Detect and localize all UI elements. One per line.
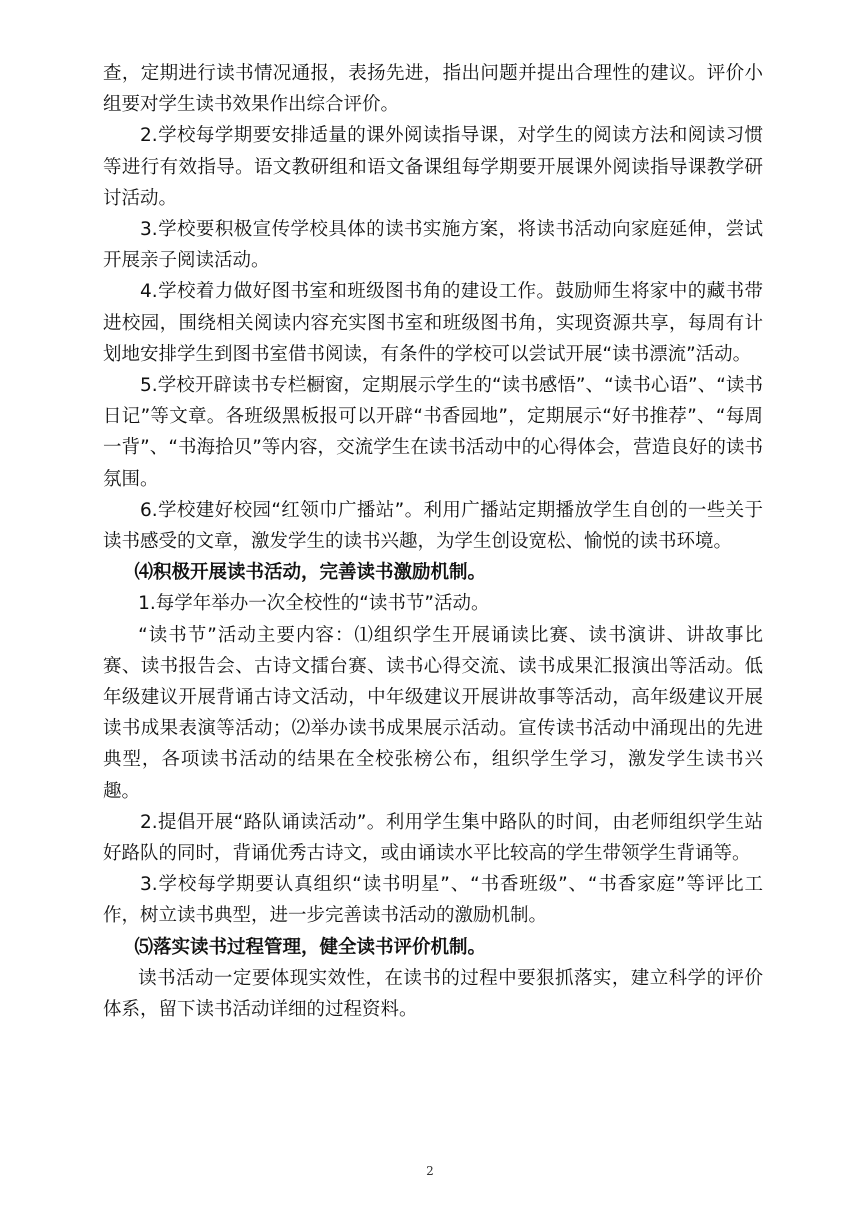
- paragraph: 读书活动一定要体现实效性，在读书的过程中要狠抓落实，建立科学的评价体系，留下读书活动详细的过程资料。: [103, 967, 763, 1021]
- paragraph: “读书节”活动主要内容：⑴组织学生开展诵读比赛、读书演讲、讲故事比赛、读书报告会、古诗文擂台赛、读书心得交流、读书成果汇报演出等活动。低年级建议开展背诵古诗文活动，中年级建议开展讲故事等活动，高年级建议开展读书成果表演等活动；⑵举办读书成果展示活动。宣传读书活动中涌现出的先进典型，各项读书活动的结果在全校张榜公布，组织学生学习，激发学生读书兴趣。: [103, 624, 763, 802]
- paragraph: 3.学校要积极宣传学校具体的读书实施方案，将读书活动向家庭延伸，尝试开展亲子阅读活动。: [103, 219, 763, 272]
- section-heading: ⑸落实读书过程管理，健全读书评价机制。: [134, 936, 486, 958]
- document-body: [103, 58, 763, 1025]
- paragraph: 2.提倡开展“路队诵读活动”。利用学生集中路队的时间，由老师组织学生站好路队的同时，背诵优秀古诗文，或由诵读水平比较高的学生带领学生背诵等。: [103, 811, 763, 865]
- paragraph: 2.学校每学期要安排适量的课外阅读指导课，对学生的阅读方法和阅读习惯等进行有效指导。语文教研组和语文备课组每学期要开展课外阅读指导课教学研讨活动。: [103, 125, 763, 209]
- paragraph: 查，定期进行读书情况通报，表扬先进，指出问题并提出合理性的建议。评价小组要对学生读书效果作出综合评价。: [103, 63, 763, 116]
- paragraph: 6.学校建好校园“红领巾广播站”。利用广播站定期播放学生自创的一些关于读书感受的文章，激发学生的读书兴趣，为学生创设宽松、愉悦的读书环境。: [103, 499, 763, 553]
- paragraph: 1.每学年举办一次全校性的“读书节”活动。: [138, 593, 490, 615]
- paragraph: 5.学校开辟读书专栏橱窗，定期展示学生的“读书感悟”、“读书心语”、“读书日记”等文章。各班级黑板报可以开辟“书香园地”，定期展示“好书推荐”、“每周一背”、“书海拾贝”等内容，交流学生在读书活动中的心得体会，营造良好的读书氛围。: [103, 375, 763, 490]
- page-number: 2: [426, 1164, 434, 1178]
- paragraph: 3.学校每学期要认真组织“读书明星”、“书香班级”、“书香家庭”等评比工作，树立读书典型，进一步完善读书活动的激励机制。: [103, 874, 763, 927]
- paragraph: 4.学校着力做好图书室和班级图书角的建设工作。鼓励师生将家中的藏书带进校园，围绕相关阅读内容充实图书室和班级图书角，实现资源共享，每周有计划地安排学生到图书室借书阅读，有条件的学校可以尝试开展“读书漂流”活动。: [103, 281, 763, 365]
- section-heading: ⑷积极开展读书活动，完善读书激励机制。: [134, 562, 486, 584]
